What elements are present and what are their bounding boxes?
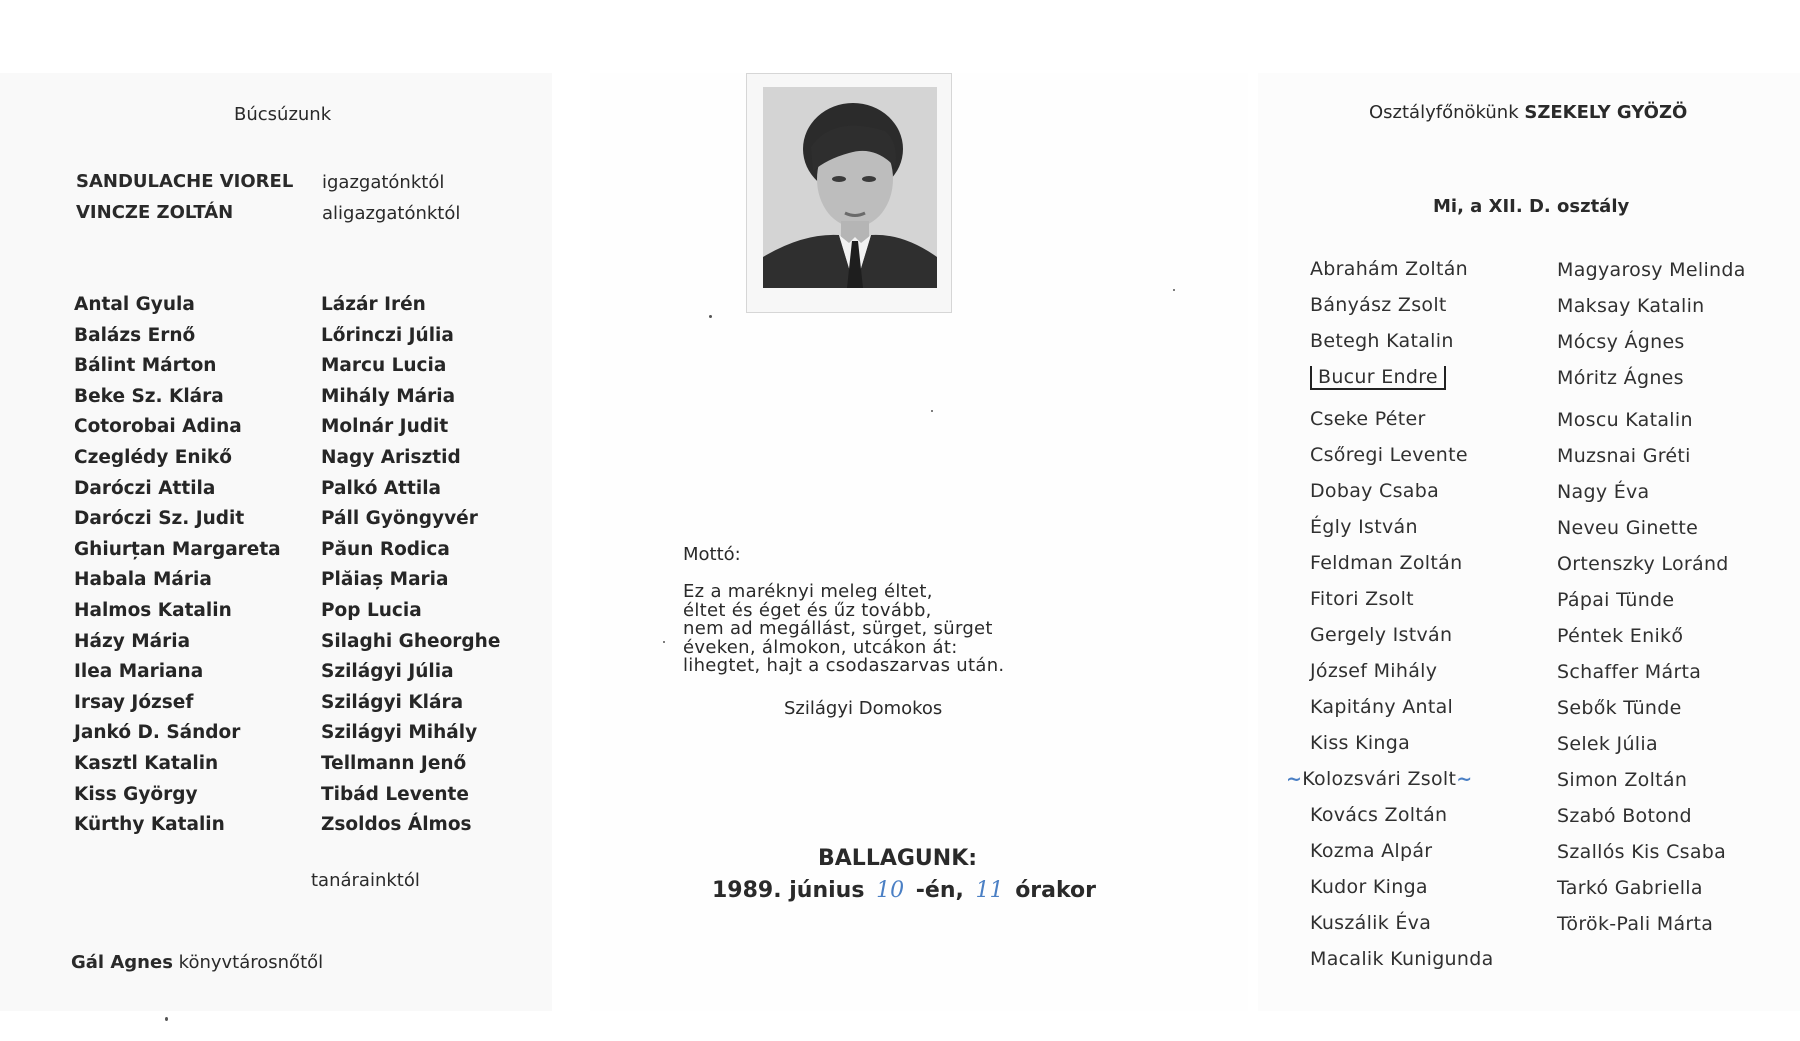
portrait-image-icon bbox=[763, 87, 937, 288]
teacher-name: Balázs Ernő bbox=[74, 324, 196, 346]
student-name: Péntek Enikő bbox=[1557, 625, 1684, 647]
student-name: Pápai Tünde bbox=[1557, 589, 1675, 611]
speck bbox=[165, 1017, 168, 1021]
student-name: Török-Pali Márta bbox=[1557, 913, 1714, 935]
student-name bbox=[1286, 768, 1472, 790]
speck bbox=[663, 641, 665, 643]
student-name: Maksay Katalin bbox=[1557, 295, 1705, 317]
speck bbox=[931, 410, 933, 412]
student-name: Bucur Endre bbox=[1310, 366, 1446, 390]
student-name: Muzsnai Gréti bbox=[1557, 445, 1691, 467]
portrait-photo bbox=[763, 87, 937, 288]
principal-role: igazgatónktól bbox=[322, 172, 445, 193]
teacher-name: Nagy Arisztid bbox=[321, 447, 461, 468]
student-name: Betegh Katalin bbox=[1310, 330, 1454, 352]
student-name: Ortenszky Loránd bbox=[1557, 553, 1729, 575]
teacher-name: Ghiurțan Margareta bbox=[74, 538, 281, 560]
student-name: Nagy Éva bbox=[1557, 481, 1650, 503]
vice-principal-role: aligazgatónktól bbox=[322, 203, 461, 224]
teacher-name: Antal Gyula bbox=[74, 294, 195, 315]
principal-name: SANDULACHE VIOREL bbox=[76, 171, 294, 192]
teacher-name: Lázár Irén bbox=[321, 294, 426, 315]
farewell-title: Búcsúzunk bbox=[234, 104, 332, 125]
teacher-name: Házy Mária bbox=[74, 630, 191, 652]
teacher-name: Marcu Lucia bbox=[321, 355, 447, 377]
student-name: Fitori Zsolt bbox=[1310, 588, 1414, 610]
student-name: Magyarosy Melinda bbox=[1557, 259, 1746, 281]
teacher-name: Habala Mária bbox=[74, 569, 212, 591]
teacher-name: Mihály Mária bbox=[321, 385, 456, 407]
teacher-name: Bálint Márton bbox=[74, 355, 217, 377]
student-name-text: Kolozsvári Zsolt bbox=[1302, 768, 1457, 790]
speck bbox=[1173, 289, 1175, 291]
student-name: Csőregi Levente bbox=[1310, 444, 1468, 466]
motto-line: nem ad megállást, sürget, sürget bbox=[683, 618, 993, 639]
student-name: Mócsy Ágnes bbox=[1557, 331, 1685, 353]
teacher-name: Pop Lucia bbox=[321, 600, 422, 621]
graduation-date bbox=[712, 878, 1096, 903]
handwritten-mark: ~ bbox=[1286, 768, 1303, 790]
teacher-name: Szilágyi Júlia bbox=[321, 661, 454, 683]
motto-label: Mottó: bbox=[683, 544, 741, 565]
student-name: Sebők Tünde bbox=[1557, 697, 1682, 719]
student-name: Kuszálik Éva bbox=[1310, 912, 1432, 934]
teacher-name: Jankó D. Sándor bbox=[74, 722, 241, 744]
student-name: Moscu Katalin bbox=[1557, 409, 1693, 431]
graduation-heading: BALLAGUNK: bbox=[818, 846, 978, 871]
date-mid: -én, bbox=[915, 878, 964, 903]
student-name: Szallós Kis Csaba bbox=[1557, 841, 1727, 863]
teacher-name: Păun Rodica bbox=[321, 538, 450, 560]
teacher-name: Ilea Mariana bbox=[74, 661, 204, 683]
student-name: Szabó Botond bbox=[1557, 805, 1692, 827]
teacher-name: Beke Sz. Klára bbox=[74, 385, 224, 407]
head-teacher-label: Osztályfőnökünk bbox=[1369, 102, 1519, 123]
teacher-name: Silaghi Gheorghe bbox=[321, 630, 501, 652]
student-name: Égly István bbox=[1310, 516, 1418, 538]
teacher-name: Daróczi Sz. Judit bbox=[74, 508, 245, 530]
student-name: Cseke Péter bbox=[1310, 408, 1426, 430]
motto-line: lihegtet, hajt a csodaszarvas után. bbox=[683, 655, 1005, 676]
vice-principal-name: VINCZE ZOLTÁN bbox=[76, 202, 234, 223]
motto-line: éltet és éget és űz tovább, bbox=[683, 599, 932, 621]
teacher-name: Tibád Levente bbox=[321, 783, 469, 805]
teacher-name: Palkó Attila bbox=[321, 477, 442, 499]
teacher-name: Kürthy Katalin bbox=[74, 814, 225, 836]
student-name: Kapitány Antal bbox=[1310, 696, 1454, 718]
librarian-name: Gál Agnes bbox=[71, 952, 173, 973]
student-name: Gergely István bbox=[1310, 624, 1453, 646]
teacher-name: Páll Gyöngyvér bbox=[321, 508, 478, 530]
head-teacher-line bbox=[1369, 102, 1687, 123]
teacher-name: Halmos Katalin bbox=[74, 600, 232, 621]
handwritten-mark: ~ bbox=[1456, 768, 1473, 790]
student-name: Macalik Kunigunda bbox=[1310, 948, 1494, 970]
teacher-name: Tellmann Jenő bbox=[321, 753, 467, 774]
teacher-name: Molnár Judit bbox=[321, 416, 449, 438]
librarian-role: könyvtárosnőtől bbox=[178, 952, 324, 973]
class-title: Mi, a XII. D. osztály bbox=[1433, 196, 1630, 217]
teacher-name: Czeglédy Enikő bbox=[74, 447, 232, 468]
teacher-name: Lőrinczi Júlia bbox=[321, 324, 454, 346]
student-name: Abrahám Zoltán bbox=[1310, 258, 1468, 280]
teacher-name: Zsoldos Álmos bbox=[321, 814, 472, 836]
teacher-name: Kasztl Katalin bbox=[74, 753, 219, 774]
date-prefix: 1989. június bbox=[712, 878, 865, 903]
student-name: Selek Júlia bbox=[1557, 733, 1658, 755]
teacher-name: Kiss György bbox=[74, 783, 198, 805]
librarian-line bbox=[71, 952, 323, 973]
motto-line: éveken, álmokon, utcákon át: bbox=[683, 636, 958, 658]
student-name: Simon Zoltán bbox=[1557, 769, 1688, 791]
student-name: József Mihály bbox=[1310, 660, 1438, 682]
motto-line: Ez a maréknyi meleg éltet, bbox=[683, 581, 933, 602]
teacher-name: Plăiaș Maria bbox=[321, 569, 449, 591]
portrait-photo-frame bbox=[746, 73, 952, 313]
student-name: Kovács Zoltán bbox=[1310, 804, 1448, 826]
motto-author: Szilágyi Domokos bbox=[784, 698, 943, 719]
student-name: Kozma Alpár bbox=[1310, 840, 1433, 862]
student-name: Feldman Zoltán bbox=[1310, 552, 1463, 574]
student-name: Neveu Ginette bbox=[1557, 517, 1699, 539]
teacher-name: Daróczi Attila bbox=[74, 477, 216, 499]
teacher-name: Szilágyi Mihály bbox=[321, 722, 478, 744]
student-name: Schaffer Márta bbox=[1557, 661, 1702, 683]
teacher-name: Szilágyi Klára bbox=[321, 691, 464, 713]
student-name: Tarkó Gabriella bbox=[1557, 877, 1703, 899]
student-name: Bányász Zsolt bbox=[1310, 294, 1447, 316]
teacher-name: Irsay József bbox=[74, 691, 194, 713]
date-suffix: órakor bbox=[1015, 878, 1097, 903]
student-name: Móritz Ágnes bbox=[1557, 367, 1684, 389]
teachers-from-label: tanárainktól bbox=[311, 870, 420, 891]
teacher-name: Cotorobai Adina bbox=[74, 416, 242, 438]
student-name: Kiss Kinga bbox=[1310, 732, 1411, 754]
handwritten-day: 10 bbox=[876, 878, 905, 903]
student-name: Kudor Kinga bbox=[1310, 876, 1428, 898]
handwritten-hour: 11 bbox=[975, 878, 1004, 903]
speck bbox=[709, 315, 712, 318]
head-teacher-name: SZEKELY GYÖZÖ bbox=[1524, 102, 1688, 123]
student-name: Dobay Csaba bbox=[1310, 480, 1440, 502]
